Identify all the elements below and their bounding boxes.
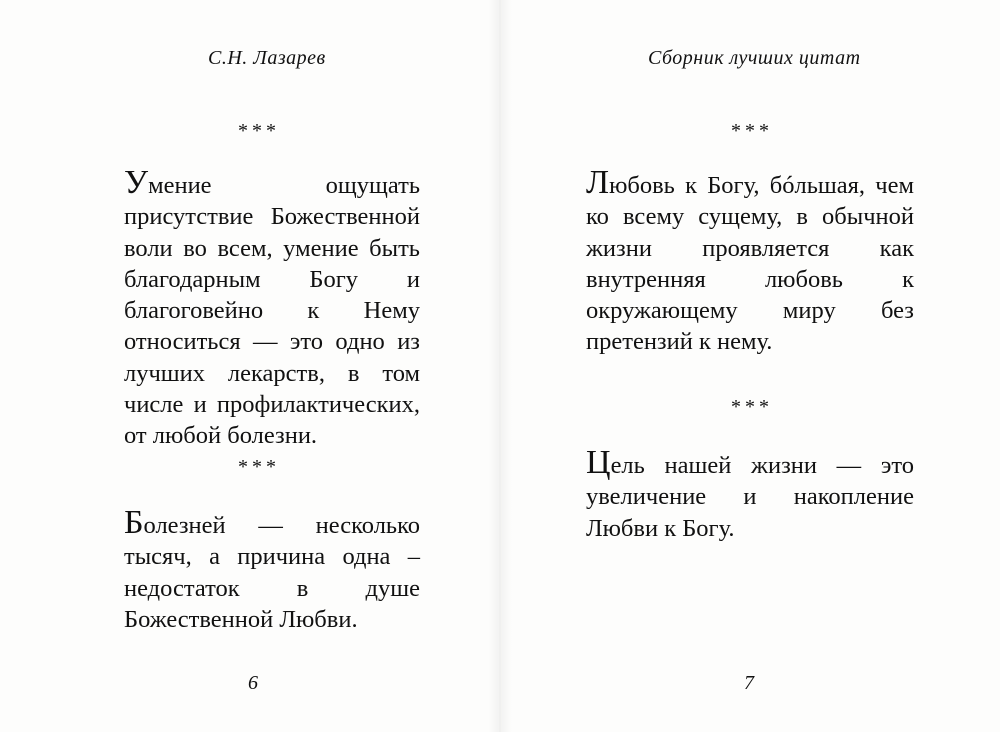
left-separator-2: *** xyxy=(238,456,280,478)
right-paragraph-1: Любовь к Богу, бóльшая, чем ко всему сущему, в обычной жизни проявляется как внутренняя любовь к окружающему миру без претензий к нему. xyxy=(586,164,914,356)
left-paragraph-2: Болезней — несколько тысяч, а причина одна – недостаток в душе Божественной Любви. xyxy=(124,504,420,633)
right-separator-2: *** xyxy=(731,396,773,418)
right-page-number: 7 xyxy=(744,672,754,694)
left-paragraph-1: Умение ощущать присутствие Божественной воли во всем, умение быть благодарным Богу и благоговейно к Нему относиться — это одно из лучших лекарств, в том числе и профилактических, от любой болезни. xyxy=(124,164,420,450)
right-paragraph-2: Цель нашей жизни — это увеличение и накопление Любви к Богу. xyxy=(586,444,914,542)
right-separator-1: *** xyxy=(731,120,773,142)
left-separator-1: *** xyxy=(238,120,280,142)
right-page xyxy=(500,0,1000,732)
right-running-head: Сборник лучших цитат xyxy=(648,47,861,69)
left-page-number: 6 xyxy=(248,672,258,694)
left-running-head: С.Н. Лазарев xyxy=(208,47,326,69)
